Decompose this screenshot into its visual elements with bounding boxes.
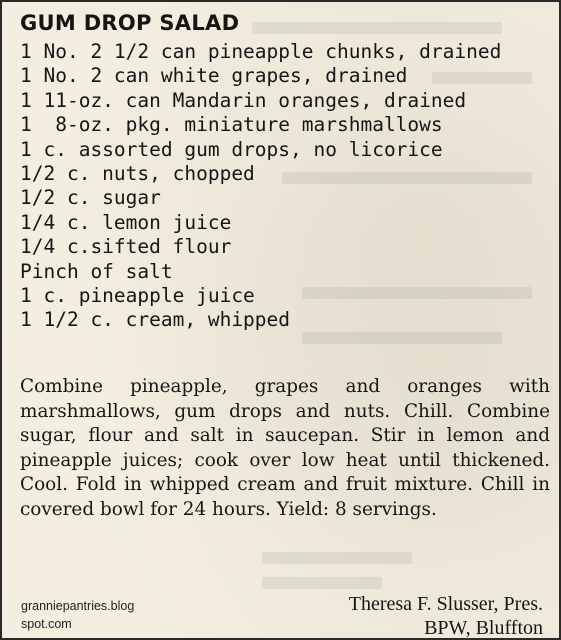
bleed-through-line [262, 577, 382, 589]
ingredient-item: 1 No. 2 1/2 can pineapple chunks, drained [20, 40, 502, 63]
ingredient-item: 1 11-oz. can Mandarin oranges, drained [20, 88, 467, 112]
ingredient-item: 1 8-oz. pkg. miniature marshmallows [20, 113, 443, 137]
bleed-through-line [252, 22, 502, 34]
ingredient-item: 1 1/2 c. cream, whipped [20, 308, 291, 332]
ingredient-item: 1 c. pineapple juice [20, 284, 255, 308]
contributor-name: Theresa F. Slusser, Pres. [348, 593, 543, 615]
ingredient-item: 1 c. assorted gum drops, no licorice [20, 137, 443, 161]
recipe-instructions: Combine pineapple, grapes and oranges with marshmallows, gum drops and nuts. Chill. Combine sugar, flour and salt in saucepan. Stir in lemon and pineapple juices; cook over low heat until thickened. Cool. Fold in whipped cream and fruit mixture. Chill in covered bowl for 24 hours. Yield: 8 servings. [20, 376, 550, 520]
ingredient-list [20, 40, 501, 333]
source-watermark [21, 597, 134, 633]
ingredient-item: 1 No. 2 can white grapes, drained [20, 64, 408, 88]
recipe-title: GUM DROP SALAD [20, 11, 240, 35]
watermark-line: granniepantries.blog [21, 599, 135, 613]
ingredient-item: 1/4 c.sifted flour [20, 235, 232, 259]
ingredient-item: 1/4 c. lemon juice [20, 210, 232, 234]
contributor-signature [349, 592, 543, 640]
contributor-organization: BPW, Bluffton [424, 617, 543, 639]
watermark-line: spot.com [21, 617, 72, 631]
bleed-through-line [262, 552, 412, 564]
ingredient-item: 1/2 c. sugar [20, 186, 161, 210]
ingredient-item: 1/2 c. nuts, chopped [20, 162, 255, 186]
bleed-through-line [302, 332, 502, 344]
ingredient-item: Pinch of salt [20, 259, 173, 283]
